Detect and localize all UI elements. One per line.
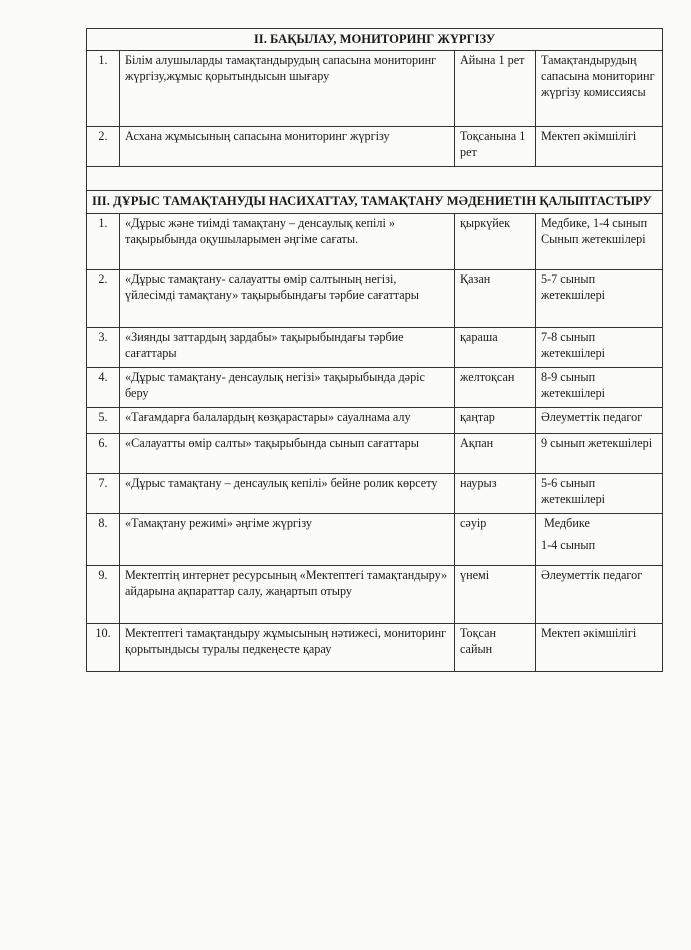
activity-cell: «Зиянды заттардың зардабы» тақырыбындағы тәрбие сағаттары	[120, 327, 455, 367]
responsible-cell: Медбике, 1-4 сынып Сынып жетекшілері	[536, 213, 663, 269]
activity-cell: «Дұрыс тамақтану – денсаулық кепілі» бейне ролик көрсету	[120, 473, 455, 513]
activity-cell: Білім алушыларды тамақтандырудың сапасына мониторинг жүргізу,жұмыс қорытындысын шығару	[120, 51, 455, 127]
row-number: 6.	[87, 433, 120, 473]
table-row	[87, 51, 663, 127]
activity-cell: «Дұрыс және тиімді тамақтану – денсаулық кепілі » тақырыбында оқушыларымен әңгіме сағаты.	[120, 213, 455, 269]
responsible-cell: 8-9 сынып жетекшілері	[536, 367, 663, 407]
table-row	[87, 433, 663, 473]
section-header-row	[87, 29, 663, 51]
row-number: 9.	[87, 565, 120, 623]
table-row	[87, 269, 663, 327]
table-row	[87, 367, 663, 407]
table-row	[87, 407, 663, 433]
time-cell: наурыз	[455, 473, 536, 513]
row-number: 2.	[87, 269, 120, 327]
responsible-line: 1-4 сынып	[541, 537, 596, 552]
responsible-cell: Мектеп әкімшілігі	[536, 623, 663, 671]
table-row	[87, 127, 663, 167]
section-3-title: III. ДҰРЫС ТАМАҚТАНУДЫ НАСИХАТТАУ, ТАМАҚТАНУ МӘДЕНИЕТІН ҚАЛЫПТАСТЫРУ	[87, 191, 663, 213]
activity-cell: «Дұрыс тамақтану- салауатты өмір салтының негізі, үйлесімді тамақтану» тақырыбындағы тәрбие сағаттары	[120, 269, 455, 327]
time-cell: қараша	[455, 327, 536, 367]
table-row	[87, 623, 663, 671]
time-cell: сәуір	[455, 513, 536, 565]
row-number: 4.	[87, 367, 120, 407]
row-number: 7.	[87, 473, 120, 513]
responsible-cell: 5-7 сынып жетекшілері	[536, 269, 663, 327]
responsible-line: Медбике	[541, 515, 590, 530]
row-number: 2.	[87, 127, 120, 167]
responsible-cell: 5-6 сынып жетекшілері	[536, 473, 663, 513]
table-row	[87, 213, 663, 269]
table-row	[87, 327, 663, 367]
activity-cell: Асхана жұмысының сапасына мониторинг жүргізу	[120, 127, 455, 167]
responsible-cell: Мектеп әкімшілігі	[536, 127, 663, 167]
activity-cell: «Дұрыс тамақтану- денсаулық негізі» тақырыбында дәріс беру	[120, 367, 455, 407]
row-number: 1.	[87, 213, 120, 269]
time-cell: Тоқсан сайын	[455, 623, 536, 671]
row-number: 5.	[87, 407, 120, 433]
responsible-cell: Әлеуметтік педагог	[536, 565, 663, 623]
responsible-cell	[536, 513, 663, 565]
time-cell: Ақпан	[455, 433, 536, 473]
table-row	[87, 513, 663, 565]
section-2-title: II. БАҚЫЛАУ, МОНИТОРИНГ ЖҮРГІЗУ	[87, 29, 663, 51]
time-cell: желтоқсан	[455, 367, 536, 407]
time-cell: Айына 1 рет	[455, 51, 536, 127]
responsible-cell: Әлеуметтік педагог	[536, 407, 663, 433]
table-row	[87, 473, 663, 513]
activity-cell: «Тамақтану режимі» әңгіме жүргізу	[120, 513, 455, 565]
section-gap	[87, 167, 663, 191]
row-number: 3.	[87, 327, 120, 367]
plan-table	[86, 28, 663, 672]
section-header-row	[87, 191, 663, 213]
table-row	[87, 565, 663, 623]
time-cell: Қазан	[455, 269, 536, 327]
activity-cell: «Салауатты өмір салты» тақырыбында сынып сағаттары	[120, 433, 455, 473]
activity-cell: Мектептің интернет ресурсының «Мектептегі тамақтандыру» айдарына ақпараттар салу, жаңартып отыру	[120, 565, 455, 623]
activity-cell: «Тағамдарға балалардың көзқарастары» сауалнама алу	[120, 407, 455, 433]
time-cell: үнемі	[455, 565, 536, 623]
row-number: 1.	[87, 51, 120, 127]
responsible-cell: Тамақтандырудың сапасына мониторинг жүргізу комиссиясы	[536, 51, 663, 127]
activity-cell: Мектептегі тамақтандыру жұмысының нәтижесі, мониторинг қорытындысы туралы педкеңесте қарау	[120, 623, 455, 671]
row-number: 8.	[87, 513, 120, 565]
responsible-cell: 7-8 сынып жетекшілері	[536, 327, 663, 367]
time-cell: Тоқсанына 1 рет	[455, 127, 536, 167]
section-spacer	[87, 167, 663, 191]
time-cell: қаңтар	[455, 407, 536, 433]
responsible-cell: 9 сынып жетекшілері	[536, 433, 663, 473]
row-number: 10.	[87, 623, 120, 671]
time-cell: қыркүйек	[455, 213, 536, 269]
